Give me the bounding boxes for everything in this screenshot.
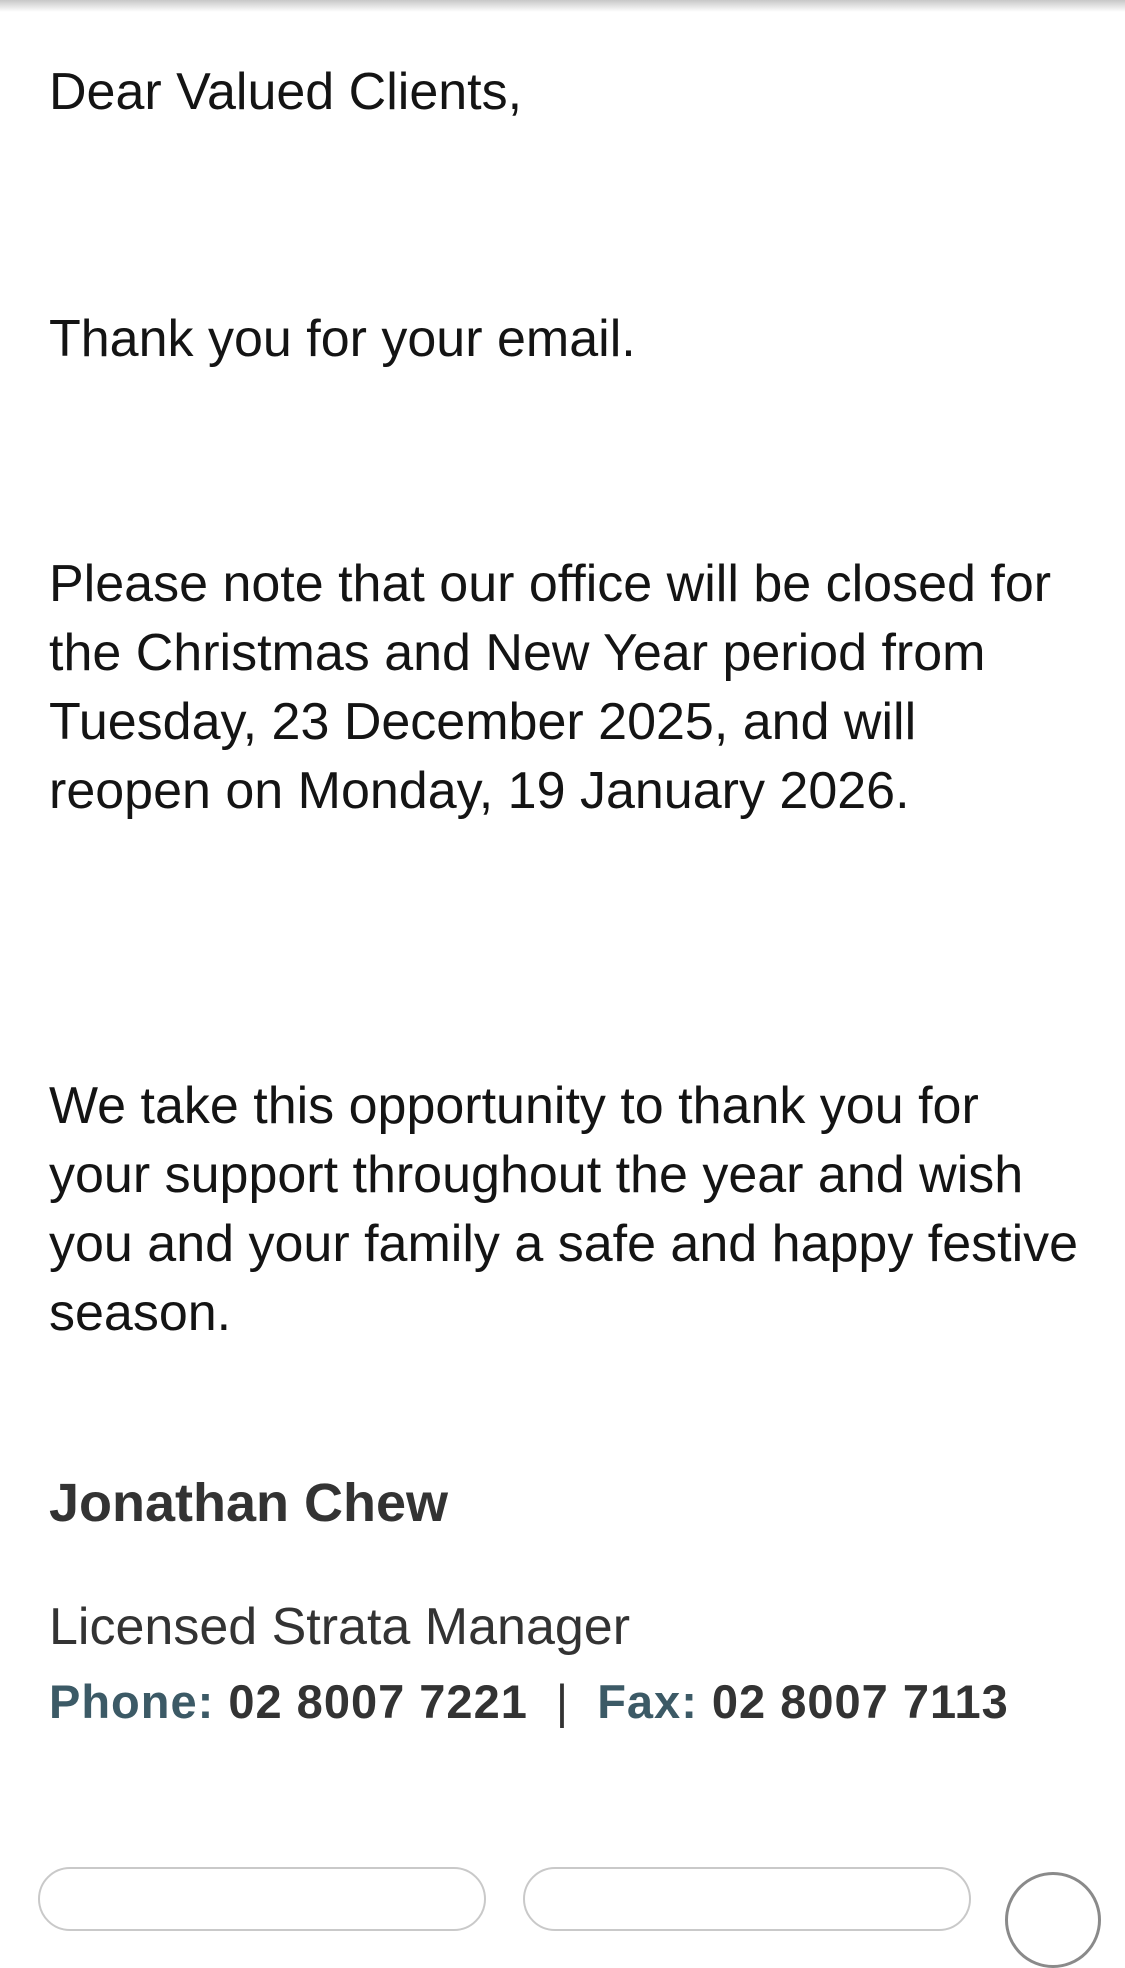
signature-name: Jonathan Chew — [49, 1473, 449, 1533]
top-bar-shadow — [0, 0, 1125, 12]
phone-label: Phone: — [49, 1675, 215, 1728]
festive-wishes-text: We take this opportunity to thank you for your support throughout the year and wish you and your family a safe and happy festive season. — [49, 1077, 1079, 1342]
forward-action-button[interactable] — [523, 1867, 971, 1931]
phone-number-link[interactable]: 02 8007 7221 — [228, 1675, 528, 1728]
fax-number-link[interactable]: 02 8007 7113 — [711, 1675, 1009, 1728]
fax-label: Fax: — [597, 1675, 698, 1728]
greeting-text: Dear Valued Clients, — [49, 63, 523, 121]
contact-separator: | — [555, 1675, 570, 1728]
reply-action-button[interactable] — [38, 1867, 486, 1931]
more-actions-button[interactable] — [1005, 1872, 1101, 1968]
signature-title: Licensed Strata Manager — [49, 1598, 631, 1656]
thanks-text: Thank you for your email. — [49, 310, 636, 368]
closure-notice-text: Please note that our office will be closed for the Christmas and New Year period from Tuesday, 23 December 2025, and will reopen on Monday, 19 January 2026. — [49, 555, 1052, 820]
signature-contact — [49, 1667, 1009, 1737]
